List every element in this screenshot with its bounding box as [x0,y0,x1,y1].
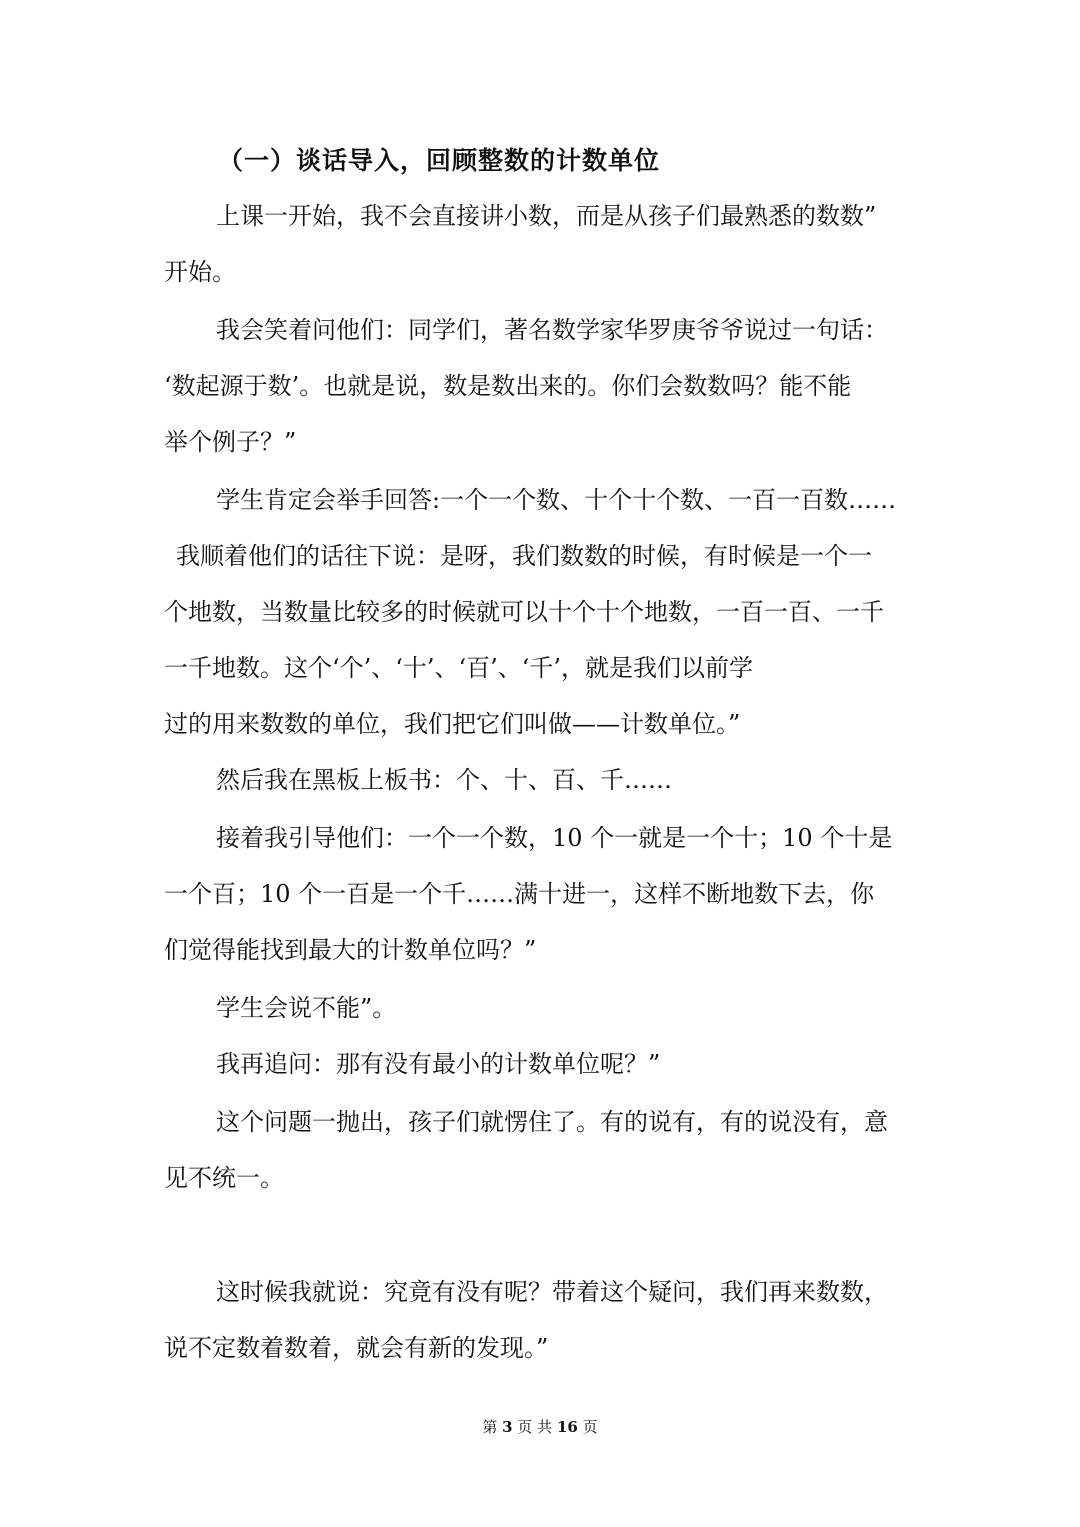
paragraph-line: 上课一开始，我不会直接讲小数，而是从孩子们最熟悉的数数” [216,202,877,230]
paragraph-line: 们觉得能找到最大的计数单位吗？” [164,936,537,964]
page-footer [0,1416,1080,1437]
paragraph-line: ‘数起源于数’。也就是说，数是数出来的。你们会数数吗？能不能 [164,372,852,400]
paragraph-line: 过的用来数数的单位，我们把它们叫做——计数单位。” [164,710,741,738]
paragraph-line: 我顺着他们的话往下说：是呀，我们数数的时候，有时候是一个一 [176,542,872,570]
total-pages-number: 16 [556,1418,578,1436]
footer-suffix: 页 [582,1418,598,1436]
paragraph-line: 举个例子？” [164,428,297,456]
paragraph-line: 一千地数。这个‘个’、‘十’、‘百’、‘千’，就是我们以前学 [164,654,754,682]
paragraph-line: 这时候我就说：究竟有没有呢？带着这个疑问，我们再来数数， [216,1278,888,1306]
current-page-number: 3 [502,1418,513,1436]
section-heading: （一）谈话导入，回顾整数的计数单位 [218,146,661,175]
paragraph-line: 个地数，当数量比较多的时候就可以十个十个地数，一百一百、一千 [164,598,884,626]
paragraph-line: 说不定数着数着，就会有新的发现。” [164,1334,549,1362]
paragraph-line: 见不统一。 [164,1164,284,1192]
paragraph-line: 开始。 [164,258,236,286]
paragraph-line: 我会笑着问他们：同学们，著名数学家华罗庚爷爷说过一句话： [216,316,888,344]
footer-prefix: 第 [482,1418,498,1436]
paragraph-line: 学生肯定会举手回答:一个一个数、十个十个数、一百一百数…… [216,486,897,514]
paragraph-line: 然后我在黑板上板书：个、十、百、千…… [216,766,672,794]
paragraph-line: 接着我引导他们：一个一个数，10 个一就是一个十；10 个十是 [216,824,893,852]
paragraph-line: 一个百；10 个一百是一个千……满十进一，这样不断地数下去，你 [164,880,875,908]
paragraph-line: 这个问题一抛出，孩子们就愣住了。有的说有，有的说没有，意 [216,1108,888,1136]
footer-middle: 页 共 [517,1418,553,1436]
paragraph-line: 我再追问：那有没有最小的计数单位呢？” [216,1050,661,1078]
paragraph-line: 学生会说不能”。 [216,994,397,1022]
